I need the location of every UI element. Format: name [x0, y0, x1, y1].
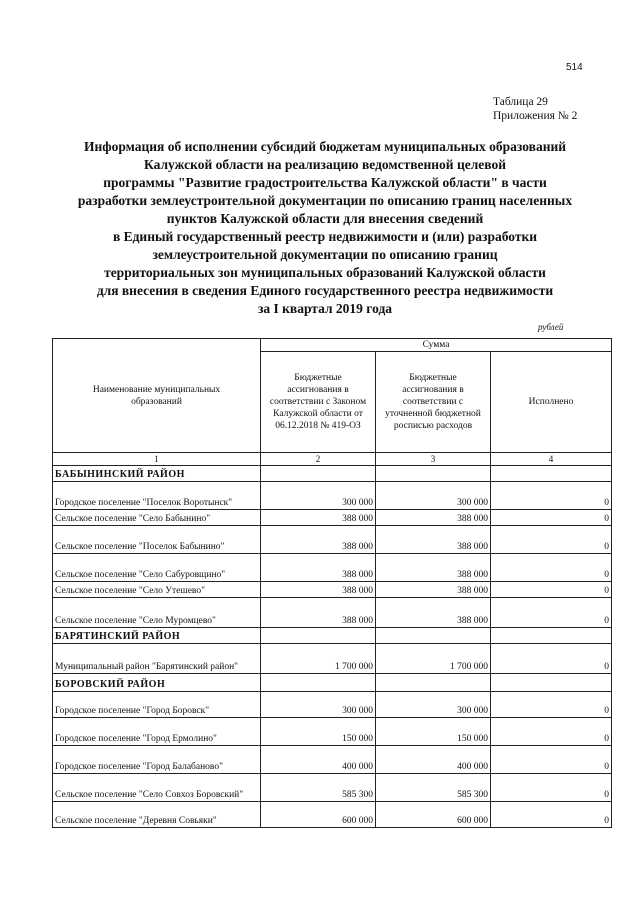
refined-allocation: 388 000: [376, 598, 491, 628]
column-index: 3: [376, 453, 491, 466]
executed-amount: 0: [491, 554, 612, 582]
executed-amount: 0: [491, 582, 612, 598]
law-allocation: 150 000: [261, 718, 376, 746]
empty-cell: [491, 466, 612, 482]
executed-amount: 0: [491, 510, 612, 526]
table-row: [53, 526, 612, 554]
refined-allocation: 300 000: [376, 692, 491, 718]
empty-cell: [261, 466, 376, 482]
district-name: БАБЫНИНСКИЙ РАЙОН: [53, 466, 261, 482]
header-col4: Исполнено: [491, 352, 612, 453]
title-line: территориальных зон муниципальных образований Калужской области: [104, 265, 546, 280]
title-line: программы "Развитие градостроительства Калужской области" в части: [103, 175, 547, 190]
municipality-name: Сельское поселение "Деревня Совьяки": [53, 802, 261, 828]
municipality-name: Сельское поселение "Село Утешево": [53, 582, 261, 598]
empty-cell: [491, 674, 612, 692]
table-row: [53, 774, 612, 802]
municipality-name: Сельское поселение "Село Бабынино": [53, 510, 261, 526]
refined-allocation: 1 700 000: [376, 644, 491, 674]
empty-cell: [376, 628, 491, 644]
table-row: [53, 510, 612, 526]
municipality-name: Сельское поселение "Село Сабуровщино": [53, 554, 261, 582]
table-row: [53, 554, 612, 582]
municipality-name: Муниципальный район "Барятинский район": [53, 644, 261, 674]
empty-cell: [376, 466, 491, 482]
executed-amount: 0: [491, 802, 612, 828]
law-allocation: 585 300: [261, 774, 376, 802]
district-name: БОРОВСКИЙ РАЙОН: [53, 674, 261, 692]
table-row: [53, 802, 612, 828]
empty-cell: [261, 674, 376, 692]
executed-amount: 0: [491, 746, 612, 774]
law-allocation: 388 000: [261, 554, 376, 582]
table-reference: [493, 95, 577, 123]
refined-allocation: 388 000: [376, 554, 491, 582]
header-sum: Сумма: [261, 339, 612, 352]
district-row: [53, 628, 612, 644]
title-line: Калужской области на реализацию ведомственной целевой: [143, 157, 507, 172]
title-line: пунктов Калужской области для внесения сведений: [166, 211, 484, 226]
header-row: [53, 339, 612, 352]
title-line: в Единый государственный реестр недвижимости и (или) разработки: [112, 229, 538, 244]
refined-allocation: 150 000: [376, 718, 491, 746]
law-allocation: 388 000: [261, 582, 376, 598]
municipality-name: Сельское поселение "Поселок Бабынино": [53, 526, 261, 554]
district-row: [53, 466, 612, 482]
column-index: 1: [53, 453, 261, 466]
table-row: [53, 582, 612, 598]
executed-amount: 0: [491, 644, 612, 674]
appendix-number: Приложения № 2: [493, 110, 578, 122]
refined-allocation: 388 000: [376, 526, 491, 554]
page-number: 514: [566, 62, 583, 73]
units-label: рублей: [538, 322, 564, 332]
executed-amount: 0: [491, 482, 612, 510]
table-row: [53, 482, 612, 510]
municipality-name: Городское поселение "Город Боровск": [53, 692, 261, 718]
municipality-name: Городское поселение "Город Балабаново": [53, 746, 261, 774]
table-row: [53, 598, 612, 628]
municipality-name: Сельское поселение "Село Совхоз Боровский": [53, 774, 261, 802]
table-row: [53, 644, 612, 674]
refined-allocation: 388 000: [376, 582, 491, 598]
title-line: разработки землеустроительной документации по описанию границ населенных: [77, 193, 573, 208]
title-line: Информация об исполнении субсидий бюджетам муниципальных образований: [83, 139, 567, 154]
law-allocation: 388 000: [261, 598, 376, 628]
empty-cell: [491, 628, 612, 644]
refined-allocation: 300 000: [376, 482, 491, 510]
law-allocation: 400 000: [261, 746, 376, 774]
executed-amount: 0: [491, 718, 612, 746]
document-title: [40, 138, 610, 318]
refined-allocation: 585 300: [376, 774, 491, 802]
municipality-name: Городское поселение "Поселок Воротынск": [53, 482, 261, 510]
law-allocation: 388 000: [261, 526, 376, 554]
empty-cell: [376, 674, 491, 692]
title-line: за I квартал 2019 года: [257, 301, 393, 316]
law-allocation: 600 000: [261, 802, 376, 828]
column-index-row: [53, 453, 612, 466]
table-row: [53, 718, 612, 746]
executed-amount: 0: [491, 526, 612, 554]
executed-amount: 0: [491, 774, 612, 802]
law-allocation: 1 700 000: [261, 644, 376, 674]
title-line: землеустроительной документации по описанию границ: [152, 247, 498, 262]
executed-amount: 0: [491, 598, 612, 628]
empty-cell: [261, 628, 376, 644]
law-allocation: 300 000: [261, 692, 376, 718]
table-row: [53, 746, 612, 774]
municipality-name: Сельское поселение "Село Муромцево": [53, 598, 261, 628]
table-row: [53, 692, 612, 718]
header-name: Наименование муниципальных образований: [53, 339, 261, 453]
law-allocation: 388 000: [261, 510, 376, 526]
header-col2: Бюджетные ассигнования в соответствии с Законом Калужской области от 06.12.2018 № 419-ОЗ: [261, 352, 376, 453]
district-row: [53, 674, 612, 692]
law-allocation: 300 000: [261, 482, 376, 510]
table-number: Таблица 29: [493, 96, 548, 108]
district-name: БАРЯТИНСКИЙ РАЙОН: [53, 628, 261, 644]
title-line: для внесения в сведения Единого государственного реестра недвижимости: [96, 283, 554, 298]
subsidy-table: [52, 338, 612, 828]
column-index: 4: [491, 453, 612, 466]
column-index: 2: [261, 453, 376, 466]
header-col3: Бюджетные ассигнования в соответствии с уточненной бюджетной росписью расходов: [376, 352, 491, 453]
refined-allocation: 388 000: [376, 510, 491, 526]
executed-amount: 0: [491, 692, 612, 718]
refined-allocation: 600 000: [376, 802, 491, 828]
refined-allocation: 400 000: [376, 746, 491, 774]
municipality-name: Городское поселение "Город Ермолино": [53, 718, 261, 746]
